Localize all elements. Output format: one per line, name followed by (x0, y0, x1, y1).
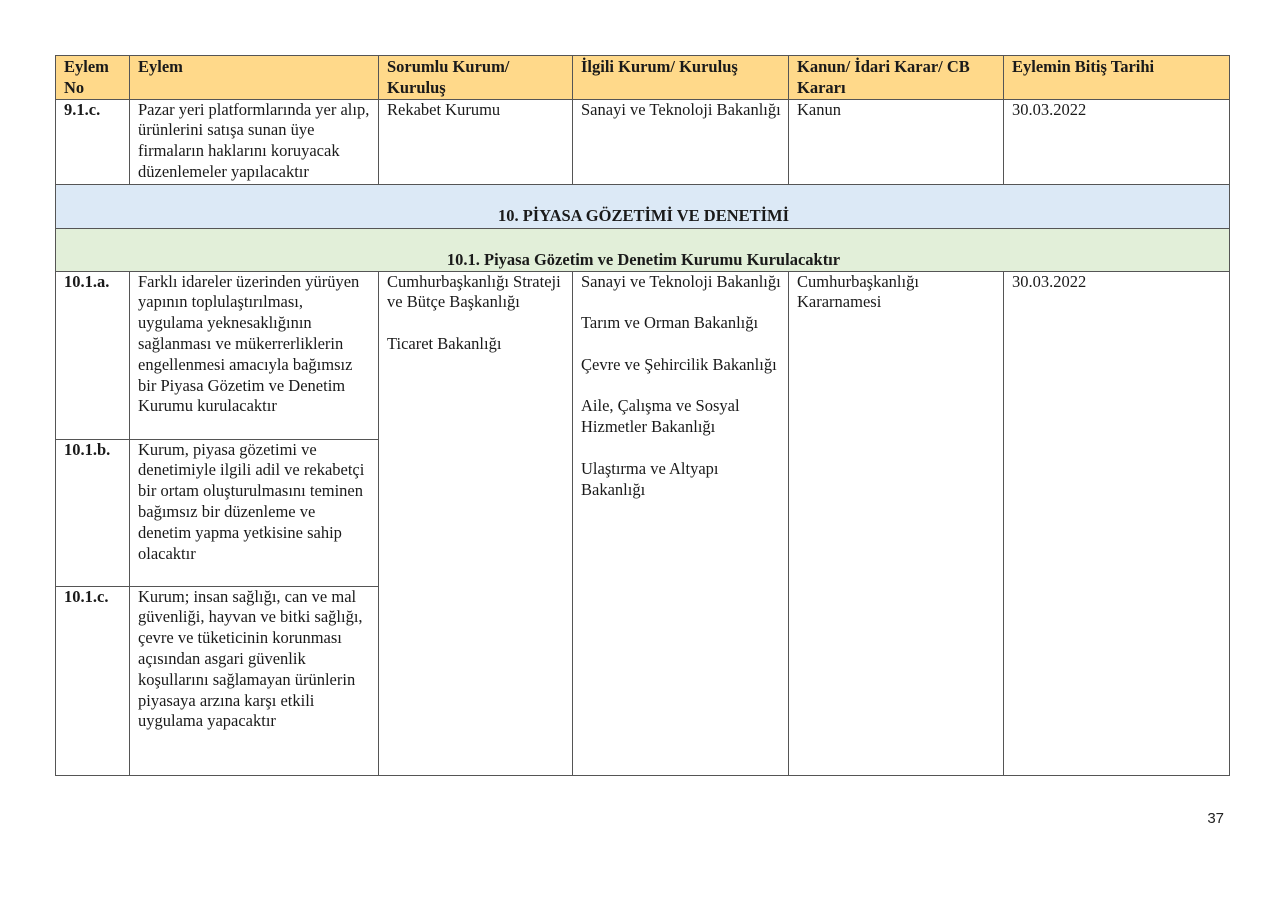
action-number: 10.1.a. (56, 271, 130, 439)
section-row (56, 184, 1230, 228)
legal-instrument: Cumhurbaşkanlığı Kararnamesi (789, 271, 1004, 775)
action-number: 9.1.c. (56, 99, 130, 184)
table-header-row (56, 56, 1230, 100)
table-row (56, 271, 1230, 439)
header-sorumlu-kurum: Sorumlu Kurum/ Kuruluş (379, 56, 573, 100)
action-description: Pazar yeri platformlarında yer alıp, ürünlerini satışa sunan üye firmaların haklarını koruyacak düzenlemeler yapılacaktır (130, 99, 379, 184)
action-description: Kurum; insan sağlığı, can ve mal güvenliği, hayvan ve bitki sağlığı, çevre ve tüketicinin korunması açısından asgari güvenlik koşullarını sağlamayan ürünlerin piyasaya arzına karşı etkili uygulama yapacaktır (130, 586, 379, 775)
end-date: 30.03.2022 (1004, 271, 1230, 775)
section-title: 10. PİYASA GÖZETİMİ VE DENETİMİ (56, 184, 1230, 228)
end-date: 30.03.2022 (1004, 99, 1230, 184)
header-bitis-tarihi: Eylemin Bitiş Tarihi (1004, 56, 1230, 100)
subsection-title: 10.1. Piyasa Gözetim ve Denetim Kurumu Kurulacaktır (56, 228, 1230, 271)
action-number: 10.1.c. (56, 586, 130, 775)
responsible-institution-item: Cumhurbaşkanlığı Strateji ve Bütçe Başkanlığı (387, 271, 561, 312)
responsible-institution (379, 271, 573, 775)
action-plan-table (55, 55, 1230, 776)
subsection-row (56, 228, 1230, 271)
table-row (56, 99, 1230, 184)
header-kanun: Kanun/ İdari Karar/ CB Kararı (789, 56, 1004, 100)
responsible-institution: Rekabet Kurumu (379, 99, 573, 184)
responsible-institution-item: Ticaret Bakanlığı (387, 333, 502, 353)
header-ilgili-kurum: İlgili Kurum/ Kuruluş (573, 56, 789, 100)
related-institution-item: Çevre ve Şehircilik Bakanlığı (581, 354, 777, 374)
related-institution-item: Tarım ve Orman Bakanlığı (581, 313, 759, 333)
header-eylem-no: Eylem No (56, 56, 130, 100)
legal-instrument: Kanun (789, 99, 1004, 184)
related-institution-item: Ulaştırma ve Altyapı Bakanlığı (581, 458, 719, 499)
related-institution-item: Sanayi ve Teknoloji Bakanlığı (581, 271, 781, 291)
action-description: Kurum, piyasa gözetimi ve denetimiyle ilgili adil ve rekabetçi bir ortam oluşturulmasını teminen bağımsız bir düzenleme ve denetim yapma yetkisine sahip olacaktır (130, 439, 379, 586)
action-number: 10.1.b. (56, 439, 130, 586)
action-description: Farklı idareler üzerinden yürüyen yapının toplulaştırılması, uygulama yeknesaklığının sağlanması ve mükerrerliklerin engellenmesi amacıyla bağımsız bir Piyasa Gözetim ve Denetim Kurumu kurulacaktır (130, 271, 379, 439)
header-eylem: Eylem (130, 56, 379, 100)
related-institution-item: Aile, Çalışma ve Sosyal Hizmetler Bakanlığı (581, 396, 740, 437)
page-number: 37 (1207, 810, 1224, 827)
related-institution: Sanayi ve Teknoloji Bakanlığı (573, 99, 789, 184)
related-institution (573, 271, 789, 775)
